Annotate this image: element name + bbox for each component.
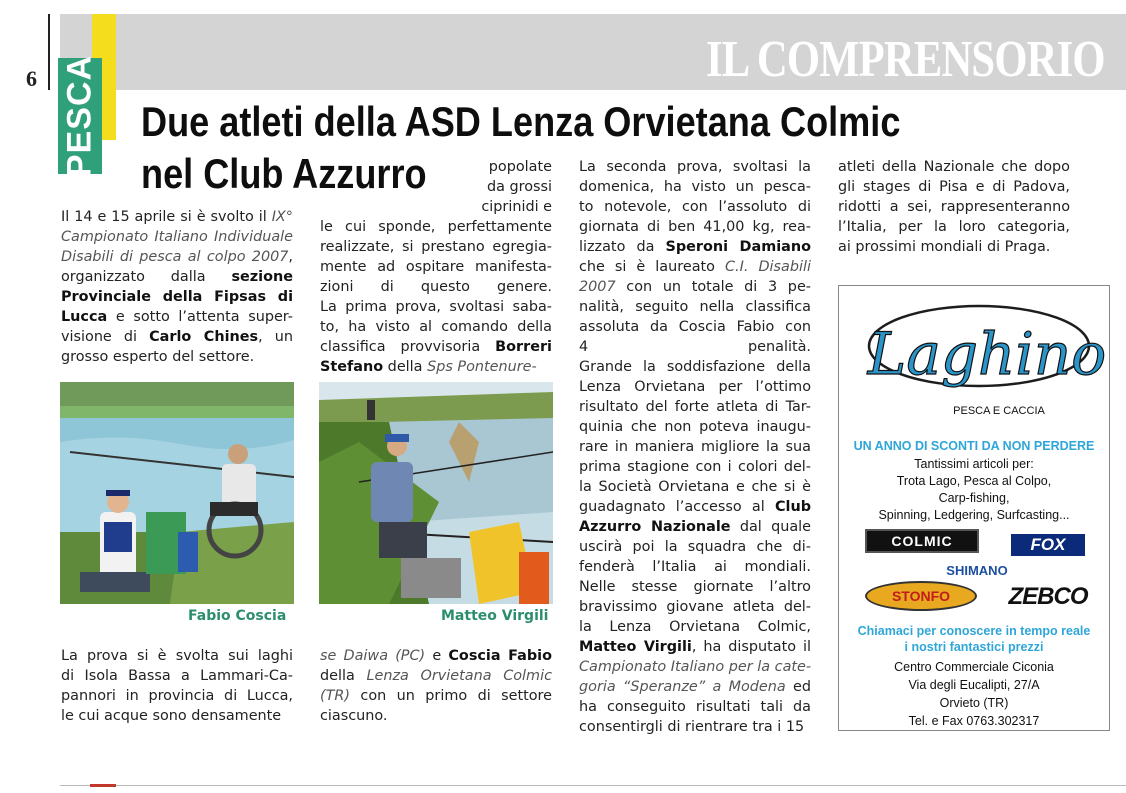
photo-caption-left: Fabio Coscia (188, 608, 287, 624)
text-line: guadagnato l’accesso al Club (579, 499, 811, 515)
text-line: Disabili di pesca al colpo 2007, (61, 249, 293, 265)
col2-paragraph-1 (320, 217, 552, 377)
text-line: La seconda prova, svoltasi la (579, 159, 811, 175)
text-line: consentirgli di rientrare tra i 15 (579, 719, 805, 735)
text-line: assoluta da Coscia Fabio con (579, 319, 811, 335)
text-line: classifica provvisoria Borreri (320, 339, 552, 355)
text-line: ai prossimi mondiali di Praga. (838, 239, 1051, 255)
text-line: Azzurro Nazionale dal quale (579, 519, 811, 535)
text-line: La prova si è svolta sui laghi (61, 648, 293, 664)
text-line: Campionato Italiano per la cate- (579, 659, 812, 675)
ad-items-line: Tantissimi articoli per: (914, 457, 1034, 471)
brand-zebco (1003, 582, 1093, 612)
footer-rule (60, 785, 1126, 786)
section-tag (58, 54, 102, 178)
text-line: Provinciale della Fipsas di (61, 289, 293, 305)
brand-stonfo-label: STONFO (891, 588, 951, 604)
col3-text (579, 157, 811, 737)
headline-line-2: nel Club Azzurro (141, 150, 427, 197)
brand-colmic (865, 529, 979, 553)
text-line: la Lenza Orvietana Colmic, (579, 619, 811, 635)
brand-stonfo (865, 581, 977, 611)
text-line: to notevole, con l’assoluto di (579, 199, 811, 215)
text-line: Campionato Italiano Individuale (61, 229, 293, 245)
photo-matteo-virgili (319, 382, 553, 604)
ad-items-line: Spinning, Ledgering, Surfcasting... (878, 508, 1070, 522)
photo-fabio-coscia (60, 382, 294, 604)
brand-shimano (927, 562, 1027, 578)
text-line: giornata di ben 41,00 kg, rea- (579, 219, 811, 235)
text-line: uscirà poi la squadra che di- (579, 539, 811, 555)
ad-items-line: Carp-fishing, (938, 491, 1010, 505)
text-line: le cui sponde, perfettamente (320, 219, 552, 235)
col1-paragraph-2 (61, 646, 293, 726)
text-line: goria “Speranze” a Modena ed (579, 679, 811, 695)
text-line: Lenza Orvietana per l’ottimo (579, 379, 811, 395)
text-line: mente ad ospitare manifesta- (320, 259, 552, 275)
text-line: zioni di questo genere. (320, 279, 552, 295)
text-line: Matteo Virgili, ha disputato il (579, 639, 811, 655)
fishing-photo-left (60, 382, 294, 604)
text-line: Lucca e sotto l’attenta super- (61, 309, 293, 325)
headline-line-1: Due atleti della ASD Lenza Orvietana Colmic (141, 98, 901, 145)
margin-rule (48, 14, 50, 90)
photo-caption-right: Matteo Virgili (441, 608, 549, 624)
ad-address-line: Via degli Eucalipti, 27/A (908, 678, 1040, 692)
logo-subtitle: PESCA E CACCIA (953, 405, 1045, 417)
text-line: ciprinidi e (481, 199, 552, 215)
brand-shimano-label: SHIMANO (946, 562, 1008, 578)
text-line: realizzate, si prestano egregia- (320, 239, 552, 255)
text-line: atleti della Nazionale che dopo (838, 159, 1070, 175)
text-line: risultato del forte atleta di Tar- (579, 399, 811, 415)
ad-call-line: Chiamaci per conoscere in tempo reale (857, 624, 1091, 638)
text-line: quinia che non poteva inaugu- (579, 419, 811, 435)
text-line: gli stages di Pisa e di Padova, (838, 179, 1070, 195)
text-line: popolate (488, 159, 552, 175)
section-title: IL COMPRENSORIO (706, 31, 1105, 88)
text-line: (TR) con un primo di settore (320, 688, 552, 704)
col4-text (838, 157, 1070, 257)
text-line: Nelle stesse giornate l’altro (579, 579, 811, 595)
advertisement-laghino (838, 285, 1110, 731)
text-line: La prima prova, svoltasi saba- (320, 299, 552, 315)
brand-zebco-label: ZEBCO (1008, 583, 1088, 610)
ad-items-line: Trota Lago, Pesca al Colpo, (896, 474, 1052, 488)
ad-call-line: i nostri fantastici prezzi (904, 640, 1044, 654)
col2-paragraph-2 (320, 646, 552, 726)
text-line: Stefano della Sps Pontenure- (320, 359, 537, 375)
text-line: fenderà l’Italia ai mondiali. (579, 559, 811, 575)
text-line: rare in maniera migliore la sua (579, 439, 811, 455)
text-line: le cui acque sono densamente (61, 708, 282, 724)
ad-items (839, 456, 1109, 524)
ad-address (839, 658, 1109, 730)
ad-address-line: Orvieto (TR) (939, 696, 1009, 710)
ad-address-line: Tel. e Fax 0763.302317 (908, 714, 1040, 728)
text-line: l’Italia, per la loro categoria, (838, 219, 1070, 235)
text-line: ciascuno. (320, 708, 388, 724)
text-line: 2007 con un totale di 3 pe- (579, 279, 811, 295)
brand-fox (1011, 534, 1085, 556)
text-line: nalità, seguito nella classifica (579, 299, 811, 315)
text-line: che si è laureato C.I. Disabili (579, 259, 811, 275)
section-tag-label: PESCA (60, 54, 99, 178)
laghino-logo (839, 286, 1109, 436)
text-line: pannori in provincia di Lucca, (61, 688, 293, 704)
col2-intro (473, 157, 552, 217)
text-line: la Società Orvietana e che si è (579, 479, 811, 495)
ad-call-to-action (839, 623, 1109, 655)
text-line: visione di Carlo Chines, un (61, 329, 294, 345)
text-line: lizzato da Speroni Damiano (579, 239, 811, 255)
text-line: ha conseguito risultati tali da (579, 699, 811, 715)
text-line: da grossi (486, 179, 552, 195)
text-line: to, ha visto al comando della (320, 319, 552, 335)
text-line: bravissimo giovane atleta del- (579, 599, 811, 615)
text-line: domenica, ha visto un pesca- (579, 179, 811, 195)
text-line: Grande la soddisfazione della (579, 359, 811, 375)
ad-address-line: Centro Commerciale Ciconia (894, 660, 1054, 674)
text-line: della Lenza Orvietana Colmic (320, 668, 552, 684)
brand-colmic-label: COLMIC (891, 533, 953, 549)
text-line: 4 penalità. (579, 339, 811, 355)
text-line: Il 14 e 15 aprile si è svolto il IX° (61, 209, 293, 225)
fishing-photo-right (319, 382, 553, 604)
brand-fox-label: FOX (1030, 535, 1066, 554)
text-line: prima stagione con i colori del- (579, 459, 811, 475)
text-line: grosso esperto del settore. (61, 349, 255, 365)
text-line: se Daiwa (PC) e Coscia Fabio (320, 648, 552, 664)
text-line: organizzato dalla sezione (61, 269, 293, 285)
footer-mark (90, 784, 116, 787)
col1-paragraph-1 (61, 207, 293, 367)
page-number: 6 (26, 66, 37, 91)
ad-headline: UN ANNO DI SCONTI DA NON PERDERE (853, 439, 1095, 453)
logo-text: Laghino (867, 320, 1107, 388)
text-line: di Isola Bassa a Lammari-Ca- (61, 668, 293, 684)
text-line: ridotti a sei, rappresenteranno (838, 199, 1070, 215)
